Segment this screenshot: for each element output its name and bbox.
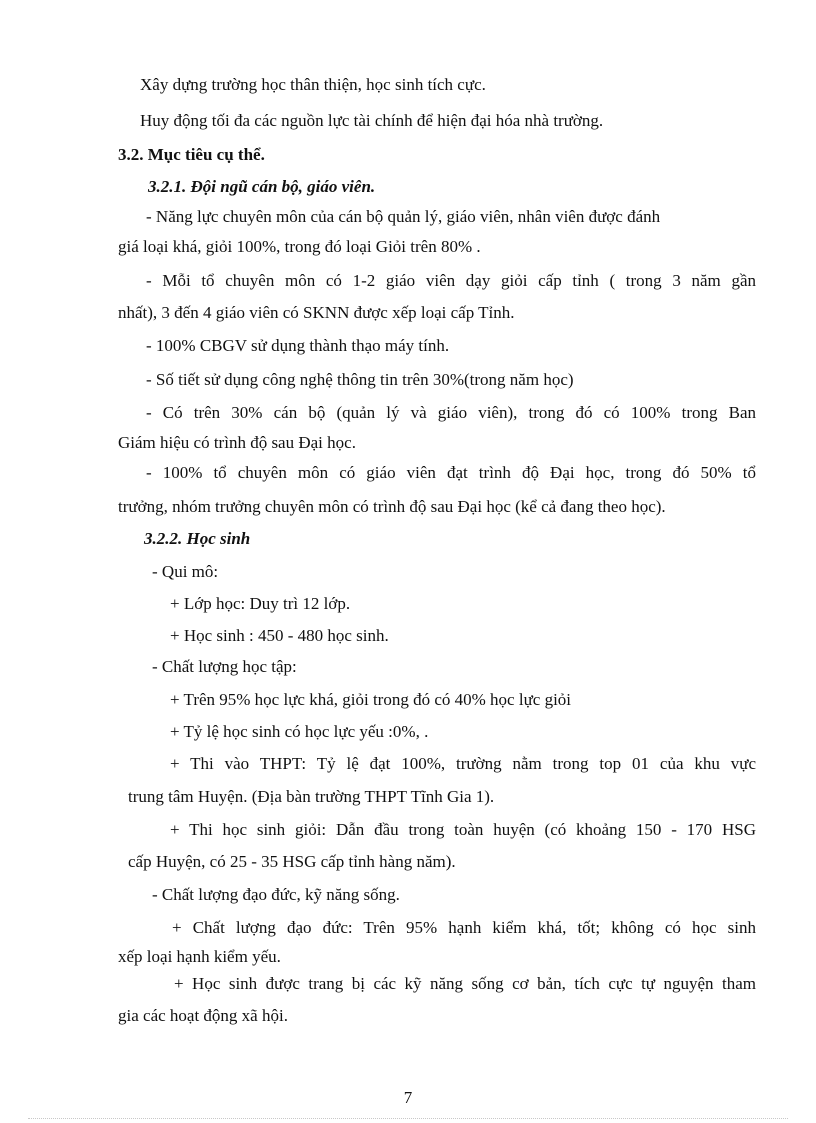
students-skills-line-1: + Học sinh được trang bị các kỹ năng sống cơ bản, tích cực tự nguyện tham (174, 974, 756, 993)
students-heading: 3.2.2. Học sinh (144, 529, 251, 548)
section-heading: 3.2. Mục tiêu cụ thể. (118, 145, 265, 164)
staff-p6-line-2: trưởng, nhóm trưởng chuyên môn có trình độ sau Đại học (kể cả đang theo học). (118, 497, 666, 516)
intro-line-1: Xây dựng trường học thân thiện, học sinh tích cực. (140, 75, 486, 94)
students-exam-line-1: + Thi vào THPT: Tỷ lệ đạt 100%, trường nằm trong top 01 của khu vực (170, 754, 756, 773)
students-ethics-line-1: + Chất lượng đạo đức: Trên 95% hạnh kiểm khá, tốt; không có học sinh (172, 918, 756, 937)
staff-p1-line-1: - Năng lực chuyên môn của cán bộ quản lý, giáo viên, nhân viên được đánh (146, 207, 661, 226)
students-scale-label: - Qui mô: (152, 562, 219, 581)
students-scale-classes: + Lớp học: Duy trì 12 lớp. (170, 594, 351, 613)
students-skills-line-2: gia các hoạt động xã hội. (118, 1006, 288, 1025)
students-gifted-line-2: cấp Huyện, có 25 - 35 HSG cấp tỉnh hàng năm). (128, 852, 456, 871)
staff-p6-line-1: - 100% tổ chuyên môn có giáo viên đạt trình độ Đại học, trong đó 50% tổ (146, 463, 756, 482)
staff-p5-line-2: Giám hiệu có trình độ sau Đại học. (118, 433, 356, 452)
students-quality-weak: + Tỷ lệ học sinh có học lực yếu :0%, . (170, 722, 429, 741)
students-quality-good: + Trên 95% học lực khá, giỏi trong đó có 40% học lực giỏi (170, 690, 572, 709)
students-gifted-line-1: + Thi học sinh giỏi: Dẫn đầu trong toàn huyện (có khoảng 150 - 170 HSG (170, 820, 756, 839)
staff-p3: - 100% CBGV sử dụng thành thạo máy tính. (146, 336, 450, 355)
staff-heading: 3.2.1. Đội ngũ cán bộ, giáo viên. (148, 177, 376, 196)
intro-line-2: Huy động tối đa các nguồn lực tài chính để hiện đại hóa nhà trường. (140, 111, 604, 130)
students-quality-label: - Chất lượng học tập: (152, 657, 297, 676)
students-ethics-label: - Chất lượng đạo đức, kỹ năng sống. (152, 885, 400, 904)
staff-p5-line-1: - Có trên 30% cán bộ (quản lý và giáo viên), trong đó có 100% trong Ban (146, 403, 756, 422)
students-exam-line-2: trung tâm Huyện. (Địa bàn trường THPT Tĩnh Gia 1). (128, 787, 495, 806)
staff-p2-line-2: nhất), 3 đến 4 giáo viên có SKNN được xếp loại cấp Tỉnh. (118, 303, 515, 322)
staff-p4: - Số tiết sử dụng công nghệ thông tin trên 30%(trong năm học) (146, 370, 574, 389)
students-ethics-line-2: xếp loại hạnh kiểm yếu. (118, 947, 281, 966)
students-scale-students: + Học sinh : 450 - 480 học sinh. (170, 626, 389, 645)
staff-p2-line-1: - Mỗi tổ chuyên môn có 1-2 giáo viên dạy giỏi cấp tỉnh ( trong 3 năm gần (146, 271, 756, 290)
staff-p1-line-2: giá loại khá, giỏi 100%, trong đó loại Giỏi trên 80% . (118, 237, 481, 256)
page-number: 7 (403, 1088, 413, 1107)
footer-divider (28, 1118, 788, 1119)
